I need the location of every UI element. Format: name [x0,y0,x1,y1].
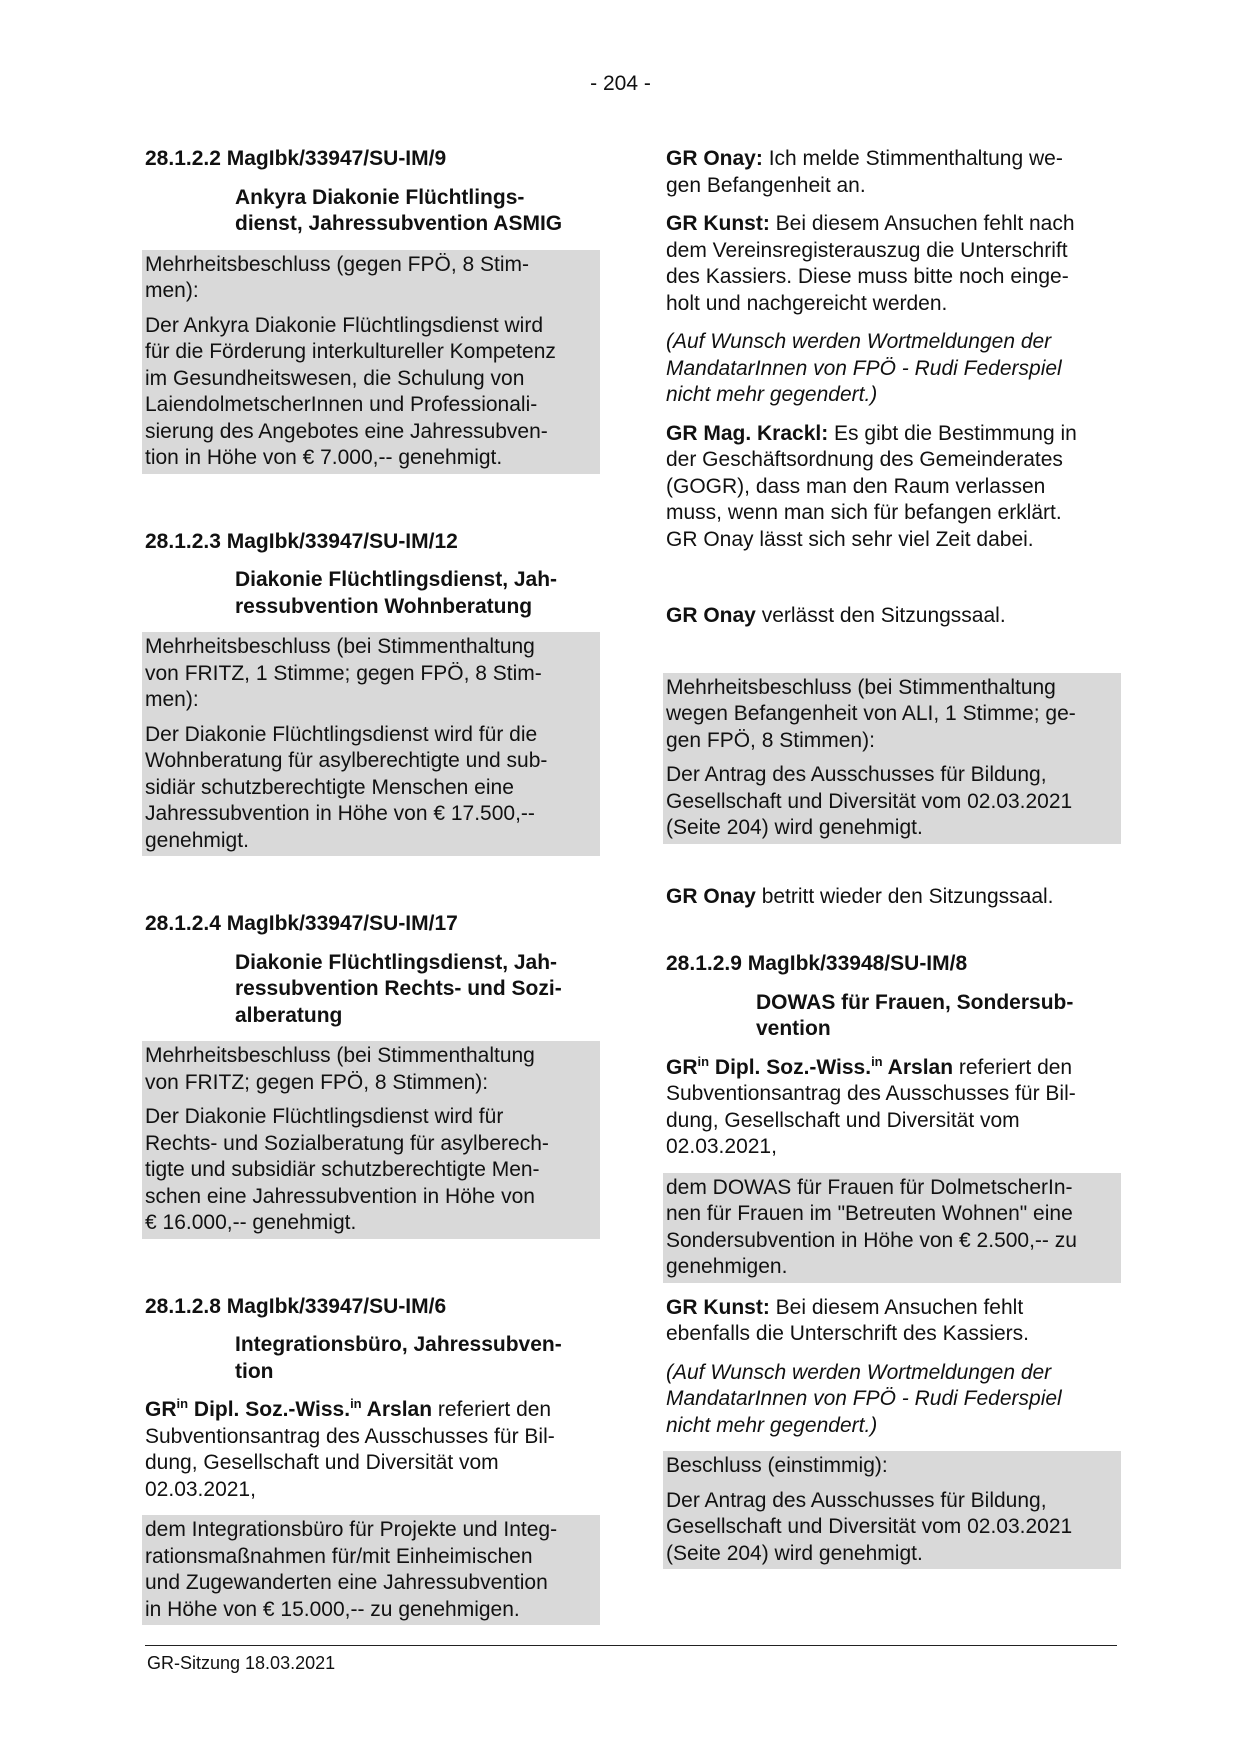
reporter-name: Arslan [361,1398,433,1421]
speech-text: GR Onay lässt sich sehr viel Zeit dabei. [666,527,1034,551]
vote-line: Mehrheitsbeschluss (gegen FPÖ, 8 Stim- [145,252,529,276]
item-title [666,990,1118,1043]
reporter-line: 02.03.2021, [666,1135,777,1158]
resolution-line: in Höhe von € 15.000,-- zu genehmigen. [145,1597,520,1621]
speech-paragraph [666,211,1118,317]
speech-text: Es gibt die Bestimmung in [828,421,1077,445]
vote-line: Beschluss (einstimmig): [666,1454,888,1477]
procedural-text: betritt wieder den Sitzungssaal. [755,884,1054,908]
reporter-sup: in [697,1053,710,1069]
reporter-paragraph [145,1397,597,1503]
speech-text: gen Befangenheit an. [666,173,866,197]
resolution-line: (Seite 204) wird genehmigt. [666,816,923,839]
footer-text: GR-Sitzung 18.03.2021 [147,1653,336,1673]
vote-line: Mehrheitsbeschluss (bei Stimmenthaltung [666,675,1056,699]
resolution-line: Gesellschaft und Diversität vom 02.03.2021 [666,789,1073,813]
resolution-line: (Seite 204) wird genehmigt. [666,1541,923,1565]
note-line: MandatarInnen von FPÖ - Rudi Federspiel [666,1387,1062,1410]
reporter-line: Subventionsantrag des Ausschusses für Bil- [666,1082,1076,1105]
resolution-line: Wohnberatung für asylberechtigte und sub- [145,749,548,772]
item-title-line: Integrationsbüro, Jahressubven- [235,1333,562,1356]
item-title-line: DOWAS für Frauen, Sondersub- [756,990,1074,1014]
speech-text: ebenfalls die Unterschrift des Kassiers. [666,1322,1029,1345]
procedural-text: verlässt den Sitzungssaal. [755,604,1006,627]
resolution-block [663,1451,1121,1569]
speaker-name: GR Mag. Krackl: [666,421,829,445]
resolution-line: Der Diakonie Flüchtlingsdienst wird für die [145,722,538,746]
item-title-line: Ankyra Diakonie Flüchtlings- [235,185,525,209]
vote-line: von FRITZ, 1 Stimme; gegen FPÖ, 8 Stim- [145,661,542,685]
speaker-name: GR Kunst: [666,212,770,235]
note-line: MandatarInnen von FPÖ - Rudi Federspiel [666,356,1062,380]
procedural-note [666,603,1118,630]
speech-text: der Geschäftsordnung des Gemeinderates [666,448,1063,471]
resolution-line: genehmigen. [666,1255,788,1278]
resolution-line: tigte und subsidiär schutzberechtigte Men- [145,1158,540,1181]
item-title [145,1332,597,1385]
vote-line: Mehrheitsbeschluss (bei Stimmenthaltung [145,1044,535,1067]
item-title-line: alberatung [235,1003,343,1027]
item-title [145,185,597,238]
resolution-block [663,1173,1121,1283]
reporter-sup: in [176,1396,189,1411]
speech-text: Bei diesem Ansuchen fehlt [769,1295,1024,1319]
resolution-line: tion in Höhe von € 7.000,-- genehmigt. [145,446,503,469]
reporter-rest: referiert den [432,1398,552,1421]
resolution-line: Jahressubvention in Höhe von € 17.500,-- [145,802,535,825]
speech-text: Ich melde Stimmenthaltung we- [762,147,1063,170]
speaker-name: GR Kunst: [666,1295,770,1319]
vote-line: gen FPÖ, 8 Stimmen): [666,728,875,752]
note-line: (Auf Wunsch werden Wortmeldungen der [666,1360,1052,1384]
item-title-line: vention [756,1017,831,1040]
item-number: 28.1.2.9 MagIbk/33948/SU-IM/8 [666,952,968,975]
speech-text: holt und nachgereicht werden. [666,291,948,315]
resolution-line: schen eine Jahressubvention in Höhe von [145,1184,535,1208]
reporter-gr: GR [666,1055,698,1079]
resolution-block [142,250,600,474]
item-title-line: ressubvention Wohnberatung [235,594,533,618]
reporter-title: Dipl. Soz.-Wiss. [709,1055,872,1079]
item-number: 28.1.2.2 MagIbk/33947/SU-IM/9 [145,147,447,170]
resolution-line: im Gesundheitswesen, die Schulung von [145,366,525,390]
reporter-line [666,1055,1118,1082]
resolution-line: nen für Frauen im "Betreuten Wohnen" eine [666,1202,1073,1225]
resolution-line: € 16.000,-- genehmigt. [145,1211,357,1234]
resolution-line: Sondersubvention in Höhe von € 2.500,-- zu [666,1228,1077,1252]
resolution-line: LaiendolmetscherInnen und Professionali- [145,393,538,416]
speech-paragraph [666,421,1118,554]
resolution-line: und Zugewanderten eine Jahressubvention [145,1571,548,1594]
item-title-line: ressubvention Rechts- und Sozi- [235,977,562,1000]
note-line: nicht mehr gegendert.) [666,383,878,406]
resolution-line: sidiär schutzberechtigte Menschen eine [145,775,514,799]
right-column [666,146,1118,1569]
item-number: 28.1.2.4 MagIbk/33947/SU-IM/17 [145,912,458,935]
reporter-title: Dipl. Soz.-Wiss. [188,1398,351,1421]
resolution-line: Der Diakonie Flüchtlingsdienst wird für [145,1105,504,1128]
reporter-sup: in [350,1396,362,1411]
item-title [145,950,597,1030]
vote-line: von FRITZ; gegen FPÖ, 8 Stimmen): [145,1070,489,1094]
reporter-gr: GR [145,1398,177,1421]
resolution-block [142,632,600,856]
reporter-line [145,1397,597,1424]
reporter-line: dung, Gesellschaft und Diversität vom [666,1108,1020,1132]
speaker-name: GR Onay [666,884,756,908]
speech-text: muss, wenn man sich für befangen erklärt. [666,501,1062,524]
item-title [145,567,597,620]
resolution-line: Der Antrag des Ausschusses für Bildung, [666,763,1047,786]
resolution-line: Gesellschaft und Diversität vom 02.03.2021 [666,1515,1073,1538]
speech-text: dem Vereinsregisterauszug die Unterschrift [666,238,1068,262]
item-number: 28.1.2.8 MagIbk/33947/SU-IM/6 [145,1294,447,1318]
speech-text: Bei diesem Ansuchen fehlt nach [769,212,1075,235]
speech-paragraph [666,146,1118,199]
vote-line: men): [145,279,199,302]
vote-line: wegen Befangenheit von ALI, 1 Stimme; ge- [666,702,1076,725]
editorial-note [666,1360,1118,1440]
resolution-line: Rechts- und Sozialberatung für asylberech- [145,1131,549,1155]
reporter-line: dung, Gesellschaft und Diversität vom [145,1451,499,1474]
item-title-line: Diakonie Flüchtlingsdienst, Jah- [235,950,558,974]
note-line: nicht mehr gegendert.) [666,1413,878,1437]
item-title-line: tion [235,1359,274,1383]
speaker-name: GR Onay [666,604,756,627]
editorial-note [666,329,1118,409]
resolution-line: dem DOWAS für Frauen für DolmetscherIn- [666,1175,1073,1199]
speech-paragraph [666,1295,1118,1348]
speech-text: (GOGR), dass man den Raum verlassen [666,474,1046,498]
resolution-block [142,1041,600,1239]
reporter-rest: referiert den [953,1055,1073,1079]
resolution-line: dem Integrationsbüro für Projekte und Integ- [145,1518,558,1541]
note-line: (Auf Wunsch werden Wortmeldungen der [666,330,1052,353]
reporter-sup: in [871,1053,883,1069]
reporter-paragraph [666,1055,1118,1161]
item-number: 28.1.2.3 MagIbk/33947/SU-IM/12 [145,529,458,553]
item-title-line: dienst, Jahressubvention ASMIG [235,212,563,235]
resolution-line: für die Förderung interkultureller Kompetenz [145,340,556,363]
speaker-name: GR Onay: [666,147,763,170]
resolution-line: sierung des Angebotes eine Jahressubven- [145,419,548,443]
reporter-line: 02.03.2021, [145,1477,256,1501]
reporter-line: Subventionsantrag des Ausschusses für Bil- [145,1424,555,1448]
procedural-note [666,884,1118,911]
resolution-line: Der Ankyra Diakonie Flüchtlingsdienst wird [145,313,544,337]
resolution-block [663,673,1121,844]
resolution-block [142,1515,600,1625]
reporter-name: Arslan [882,1055,954,1079]
resolution-line: Der Antrag des Ausschusses für Bildung, [666,1488,1047,1512]
left-column [145,146,597,1625]
page-number: - 204 - [590,72,651,95]
item-title-line: Diakonie Flüchtlingsdienst, Jah- [235,568,558,591]
vote-line: Mehrheitsbeschluss (bei Stimmenthaltung [145,635,535,658]
footer-rule [145,1645,1117,1646]
resolution-line: genehmigt. [145,828,249,852]
speech-text: des Kassiers. Diese muss bitte noch einge- [666,265,1069,288]
resolution-line: rationsmaßnahmen für/mit Einheimischen [145,1544,533,1568]
vote-line: men): [145,688,199,711]
